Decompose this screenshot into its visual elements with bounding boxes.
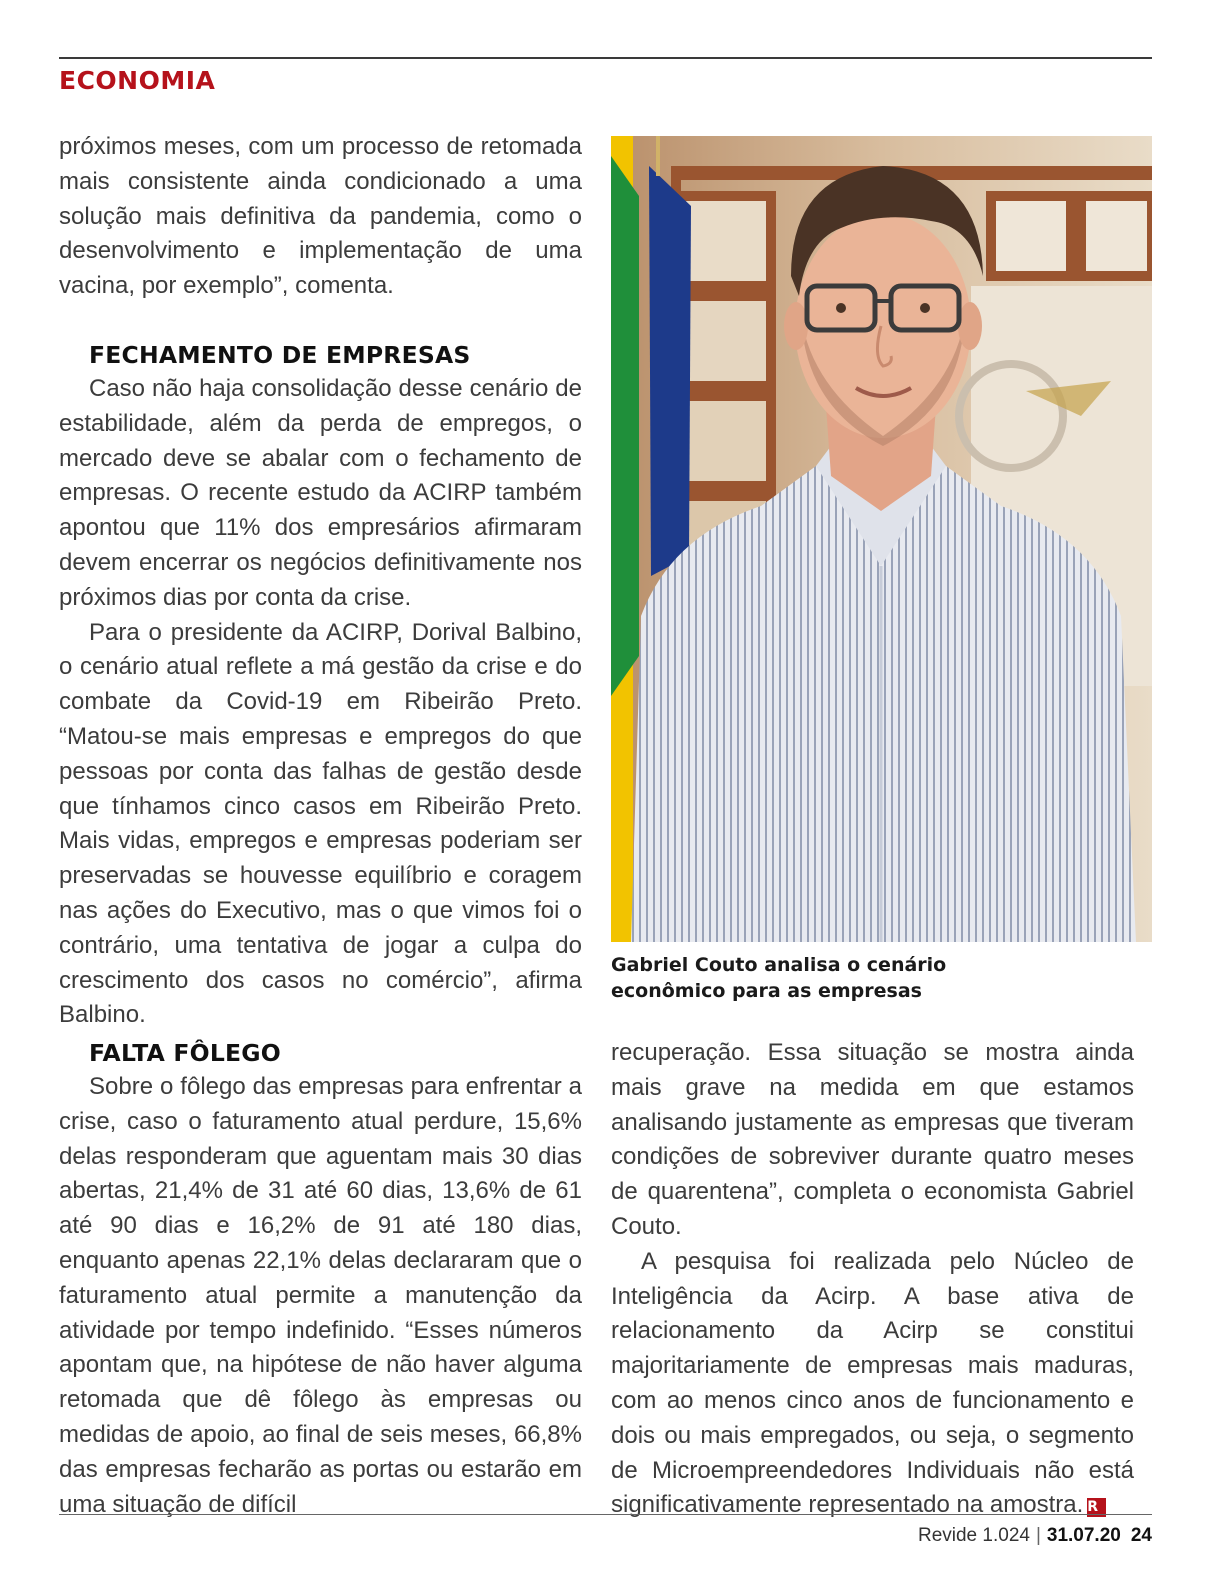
paragraph-final [611,1245,1134,1523]
left-column-section1 [59,338,582,1033]
footer-separator: | [1035,1525,1041,1546]
portrait-illustration [611,136,1152,942]
section-heading-fechamento: FECHAMENTO DE EMPRESAS [89,341,471,369]
page-footer [918,1524,1152,1548]
paragraph: recuperação. Essa situação se mostra ainda mais grave na medida em que estamos analisando justamente as empresas que tiveram condições de sobreviver durante quatro meses de quarentena”, completa o economista Gabriel Couto. [611,1039,1134,1240]
end-of-article-icon: R [1087,1498,1106,1517]
header-rule [59,57,1152,59]
paragraph-text: A pesquisa foi realizada pelo Núcleo de Inteligência da Acirp. A base ativa de relacionamento da Acirp se constitui majoritariamente de empresas mais maduras, com ao menos cinco anos de funcionamento e dois ou mais empregados, ou seja, o segmento de Microempreendedores Individuais não está significativamente representado na amostra. [611,1247,1134,1519]
footer-rule [59,1514,1152,1515]
left-column-intro [59,130,582,304]
paragraph: Sobre o fôlego das empresas para enfrentar a crise, caso o faturamento atual perdure, 15,6% delas responderam que aguentam mais 30 dias abertas, 21,4% de 31 até 60 dias, 13,6% de 61 até 90 dias e 16,2% de 91 até 180 dias, enquanto apenas 22,1% delas declararam que o faturamento atual permite a manutenção da atividade por tempo indefinido. “Esses números apontam que, na hipótese de não haver alguma retomada que dê fôlego às empresas ou medidas de apoio, ao final de seis meses, 66,8% das empresas fecharão as portas ou estarão em uma situação de difícil [59,1073,582,1518]
right-column [611,1036,1134,1523]
left-column-section2 [59,1036,582,1522]
intro-paragraph: próximos meses, com um processo de retomada mais consistente ainda condicionado a uma solução mais definitiva da pandemia, como o desenvolvimento e implementação de uma vacina, por exemplo”, comenta. [59,133,582,300]
caption-line: econômico para as empresas [611,980,922,1002]
issue-date: 31.07.20 [1046,1525,1121,1546]
portrait-photo [611,136,1152,942]
section-title: ECONOMIA [59,66,216,95]
paragraph: Para o presidente da ACIRP, Dorival Balbino, o cenário atual reflete a má gestão da crise e do combate da Covid-19 em Ribeirão Preto. “Matou-se mais empresas e empregos do que pessoas por conta das falhas de gestão desde que tínhamos cinco casos em Ribeirão Preto. Mais vidas, empregos e empresas poderiam ser preservadas se houvesse equilíbrio e coragem nas ações do Executivo, mas o que vimos foi o contrário, uma tentativa de jogar a culpa do crescimento dos casos no comércio”, afirma Balbino. [59,618,582,1029]
section-heading-falta-folego: FALTA FÔLEGO [89,1039,281,1067]
photo-caption [611,952,1152,1004]
paragraph: Caso não haja consolidação desse cenário de estabilidade, além da perda de empregos, o mercado deve se abalar com o fechamento de empresas. O recente estudo da ACIRP também apontou que 11% dos empresários afirmaram devem encerrar os negócios definitivamente nos próximos dias por conta da crise. [59,375,582,611]
caption-line: Gabriel Couto analisa o cenário [611,954,947,976]
page-number: 24 [1130,1525,1152,1546]
magazine-issue: Revide 1.024 [917,1525,1030,1546]
